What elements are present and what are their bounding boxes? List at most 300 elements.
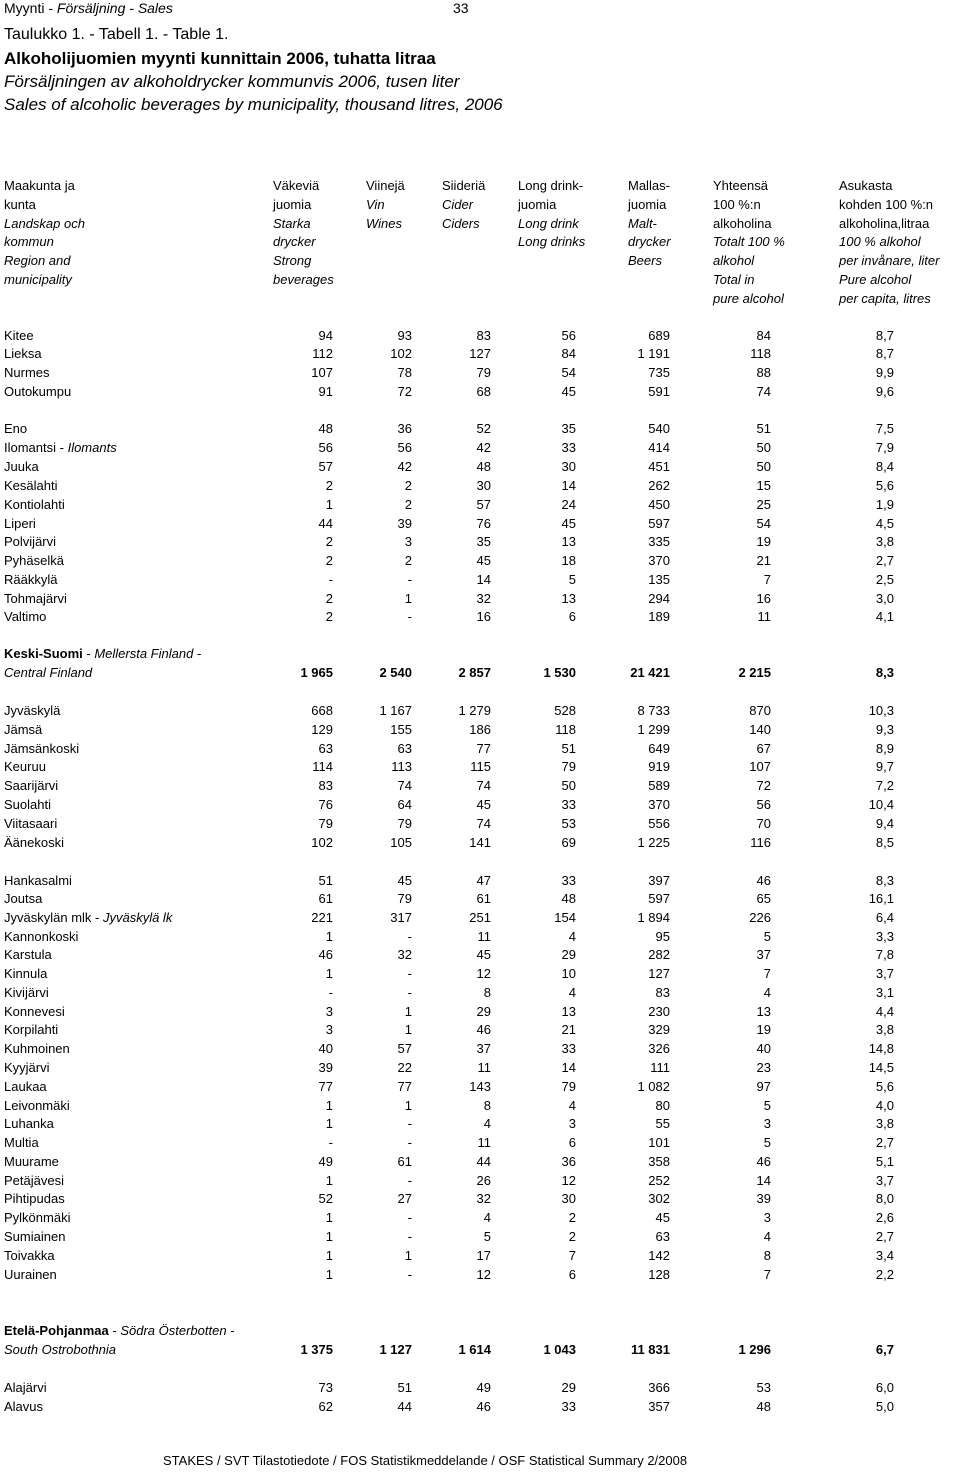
name-text: Nurmes bbox=[4, 365, 50, 380]
table-row bbox=[0, 965, 960, 983]
header-sv: Försäljning - bbox=[56, 0, 138, 16]
cell-value: 21 bbox=[756, 553, 771, 568]
municipality-name bbox=[4, 1247, 55, 1265]
cell-value: 589 bbox=[648, 778, 670, 793]
cell-value: 33 bbox=[561, 440, 576, 455]
column-header-line: kohden 100 %:n bbox=[839, 196, 933, 212]
name-text: Hankasalmi bbox=[4, 873, 72, 888]
column-header-line: Yhteensä bbox=[713, 178, 768, 193]
municipality-name bbox=[4, 590, 67, 608]
municipality-name bbox=[4, 702, 60, 720]
column-header-line: Pure alcohol bbox=[839, 271, 912, 287]
cell-value: - bbox=[407, 1267, 412, 1282]
cell-value: 14 bbox=[561, 1060, 576, 1075]
name-translation: Södra Österbotten - bbox=[120, 1323, 235, 1338]
page-number: 33 bbox=[453, 0, 469, 16]
column-header-line: Strong bbox=[273, 253, 312, 269]
column-header-line: Viinejä bbox=[366, 178, 405, 193]
cell-value: 1 894 bbox=[637, 910, 670, 925]
cell-value: 5 bbox=[483, 1229, 491, 1244]
cell-value: 14 bbox=[476, 572, 491, 587]
column-header-line: alkohol bbox=[713, 253, 755, 269]
table-row bbox=[0, 1003, 960, 1021]
cell-value: 221 bbox=[311, 910, 333, 925]
cell-value: 3 bbox=[763, 1210, 771, 1225]
column-header-line: drycker bbox=[273, 234, 316, 250]
cell-value: 2 bbox=[325, 591, 333, 606]
cell-value: - bbox=[407, 1229, 412, 1244]
municipality-name bbox=[4, 1021, 58, 1039]
cell-value: 70 bbox=[756, 816, 771, 831]
column-header-line: Long drink- bbox=[518, 178, 584, 193]
cell-value: 11 bbox=[477, 1060, 491, 1075]
cell-value: 46 bbox=[476, 1399, 491, 1414]
cell-value: 189 bbox=[648, 609, 670, 624]
cell-value: 49 bbox=[318, 1154, 333, 1169]
name-text: Kuhmoinen bbox=[4, 1041, 70, 1056]
cell-value: 13 bbox=[561, 591, 576, 606]
cell-value: 1 bbox=[325, 1173, 333, 1188]
name-text: Kinnula bbox=[4, 966, 48, 981]
cell-value: 39 bbox=[397, 516, 412, 531]
cell-value: 7,9 bbox=[875, 440, 894, 455]
cell-value: 735 bbox=[648, 365, 670, 380]
cell-value: 4 bbox=[763, 985, 771, 1000]
cell-value: 1 bbox=[404, 1022, 412, 1037]
cell-value: 591 bbox=[648, 384, 670, 399]
municipality-name bbox=[4, 1115, 54, 1133]
cell-value: 94 bbox=[318, 328, 333, 343]
cell-value: 649 bbox=[648, 741, 670, 756]
cell-value: 3,8 bbox=[875, 1116, 894, 1131]
cell-value: 8 bbox=[763, 1248, 771, 1263]
column-header-line: Total in bbox=[713, 271, 755, 287]
cell-value: 14,5 bbox=[868, 1060, 894, 1075]
cell-value: 79 bbox=[397, 816, 412, 831]
cell-value: 26 bbox=[476, 1173, 491, 1188]
cell-value: 12 bbox=[561, 1173, 576, 1188]
cell-value: 77 bbox=[318, 1079, 333, 1094]
table-row bbox=[0, 984, 960, 1002]
column-header-3 bbox=[366, 177, 405, 233]
cell-value: 93 bbox=[397, 328, 412, 343]
table-row bbox=[0, 1341, 960, 1359]
cell-value: 366 bbox=[648, 1380, 670, 1395]
cell-value: 2,7 bbox=[875, 1135, 894, 1150]
table-row bbox=[0, 1190, 960, 1208]
municipality-name bbox=[4, 909, 172, 927]
cell-value: 1 375 bbox=[300, 1342, 333, 1357]
name-text: Saarijärvi bbox=[4, 778, 59, 793]
cell-value: 13 bbox=[561, 1004, 576, 1019]
table-row bbox=[0, 815, 960, 833]
cell-value: 48 bbox=[756, 1399, 771, 1414]
table-row bbox=[0, 1247, 960, 1265]
cell-value: 37 bbox=[476, 1041, 491, 1056]
cell-value: 88 bbox=[756, 365, 771, 380]
cell-value: 3 bbox=[325, 1022, 333, 1037]
municipality-name bbox=[4, 834, 64, 852]
cell-value: 16 bbox=[756, 591, 771, 606]
table-row bbox=[0, 1172, 960, 1190]
cell-value: 2 bbox=[404, 553, 412, 568]
cell-value: 4,4 bbox=[875, 1004, 894, 1019]
cell-value: 6 bbox=[568, 1135, 576, 1150]
cell-value: 2,2 bbox=[875, 1267, 894, 1282]
municipality-name bbox=[4, 1190, 65, 1208]
cell-value: 2 bbox=[325, 609, 333, 624]
cell-value: 56 bbox=[756, 797, 771, 812]
name-text: Laukaa bbox=[4, 1079, 47, 1094]
cell-value: 7 bbox=[568, 1248, 576, 1263]
cell-value: 2 bbox=[568, 1229, 576, 1244]
cell-value: 3,7 bbox=[875, 1173, 894, 1188]
cell-value: 11 bbox=[477, 929, 491, 944]
cell-value: 78 bbox=[397, 365, 412, 380]
cell-value: 84 bbox=[561, 346, 576, 361]
cell-value: 2 bbox=[325, 534, 333, 549]
municipality-name bbox=[4, 890, 42, 908]
municipality-name bbox=[4, 420, 27, 438]
cell-value: 76 bbox=[318, 797, 333, 812]
name-text: Keski-Suomi bbox=[4, 646, 83, 661]
table-row bbox=[0, 909, 960, 927]
municipality-name bbox=[4, 383, 71, 401]
cell-value: 2,6 bbox=[875, 1210, 894, 1225]
column-header-line: Landskap och bbox=[4, 215, 85, 231]
cell-value: 74 bbox=[476, 778, 491, 793]
municipality-name bbox=[4, 1228, 65, 1246]
cell-value: 2 215 bbox=[738, 665, 771, 680]
cell-value: 51 bbox=[756, 421, 771, 436]
cell-value: 57 bbox=[318, 459, 333, 474]
name-text: Kitee bbox=[4, 328, 34, 343]
name-translation: Jyväskylä lk bbox=[102, 910, 173, 925]
cell-value: 155 bbox=[390, 722, 412, 737]
cell-value: 11 bbox=[757, 609, 771, 624]
column-header-line: per invånare, liter bbox=[839, 253, 940, 269]
cell-value: 32 bbox=[476, 1191, 491, 1206]
cell-value: 370 bbox=[648, 553, 670, 568]
cell-value: 83 bbox=[318, 778, 333, 793]
column-header-2 bbox=[273, 177, 334, 290]
cell-value: 53 bbox=[756, 1380, 771, 1395]
table-row bbox=[0, 533, 960, 551]
cell-value: 1 082 bbox=[637, 1079, 670, 1094]
cell-value: 107 bbox=[311, 365, 333, 380]
municipality-name bbox=[4, 458, 39, 476]
cell-value: 597 bbox=[648, 516, 670, 531]
cell-value: 2,7 bbox=[875, 553, 894, 568]
cell-value: 357 bbox=[648, 1399, 670, 1414]
table-row bbox=[0, 928, 960, 946]
cell-value: 22 bbox=[397, 1060, 412, 1075]
name-text: Jämsä bbox=[4, 722, 43, 737]
cell-value: 53 bbox=[561, 816, 576, 831]
cell-value: - bbox=[407, 985, 412, 1000]
cell-value: 49 bbox=[476, 1380, 491, 1395]
cell-value: 45 bbox=[476, 553, 491, 568]
cell-value: 45 bbox=[561, 384, 576, 399]
cell-value: 76 bbox=[476, 516, 491, 531]
cell-value: 3 bbox=[325, 1004, 333, 1019]
cell-value: 116 bbox=[750, 835, 771, 850]
region-row bbox=[0, 1322, 960, 1340]
name-text: Etelä-Pohjanmaa bbox=[4, 1323, 109, 1338]
cell-value: 1 bbox=[404, 591, 412, 606]
cell-value: 8 733 bbox=[637, 703, 670, 718]
column-header-6 bbox=[628, 177, 671, 271]
cell-value: 73 bbox=[318, 1380, 333, 1395]
cell-value: 9,6 bbox=[875, 384, 894, 399]
municipality-name bbox=[4, 1097, 70, 1115]
cell-value: 80 bbox=[655, 1098, 670, 1113]
cell-value: 91 bbox=[318, 384, 333, 399]
cell-value: 77 bbox=[397, 1079, 412, 1094]
name-text: Toivakka bbox=[4, 1248, 55, 1263]
cell-value: 4 bbox=[763, 1229, 771, 1244]
cell-value: 74 bbox=[756, 384, 771, 399]
municipality-name bbox=[4, 1398, 43, 1416]
name-text: Alavus bbox=[4, 1399, 44, 1414]
cell-value: 35 bbox=[561, 421, 576, 436]
cell-value: 47 bbox=[476, 873, 491, 888]
name-text: Liperi bbox=[4, 516, 36, 531]
column-header-line: Beers bbox=[628, 253, 662, 269]
cell-value: 48 bbox=[476, 459, 491, 474]
name-translation: Central Finland bbox=[4, 665, 93, 680]
name-text: Polvijärvi bbox=[4, 534, 57, 549]
cell-value: 45 bbox=[561, 516, 576, 531]
column-header-line: alkoholina,litraa bbox=[839, 215, 930, 231]
name-text: Petäjävesi bbox=[4, 1173, 64, 1188]
cell-value: 54 bbox=[561, 365, 576, 380]
table-row bbox=[0, 590, 960, 608]
cell-value: 140 bbox=[749, 722, 771, 737]
cell-value: 1 191 bbox=[637, 346, 670, 361]
cell-value: 36 bbox=[561, 1154, 576, 1169]
cell-value: 56 bbox=[318, 440, 333, 455]
header-fi: Myynti - bbox=[4, 0, 57, 16]
cell-value: 79 bbox=[561, 759, 576, 774]
municipality-name bbox=[4, 946, 52, 964]
name-text: Multia bbox=[4, 1135, 39, 1150]
cell-value: 5,6 bbox=[875, 478, 894, 493]
cell-value: 282 bbox=[648, 947, 670, 962]
cell-value: 302 bbox=[648, 1191, 670, 1206]
cell-value: 3,8 bbox=[875, 534, 894, 549]
cell-value: 9,3 bbox=[875, 722, 894, 737]
cell-value: 5,1 bbox=[875, 1154, 894, 1169]
cell-value: 2 857 bbox=[458, 665, 491, 680]
cell-value: 8,9 bbox=[875, 741, 894, 756]
name-text: Karstula bbox=[4, 947, 52, 962]
table-row bbox=[0, 872, 960, 890]
cell-value: 127 bbox=[648, 966, 670, 981]
cell-value: 64 bbox=[397, 797, 412, 812]
cell-value: 2 bbox=[325, 553, 333, 568]
name-separator: - bbox=[82, 646, 95, 661]
cell-value: 5 bbox=[568, 572, 576, 587]
municipality-name bbox=[4, 1153, 59, 1171]
cell-value: 33 bbox=[561, 797, 576, 812]
cell-value: 32 bbox=[397, 947, 412, 962]
column-header-line: kommun bbox=[4, 234, 54, 250]
cell-value: 1 bbox=[325, 497, 333, 512]
cell-value: 10,4 bbox=[868, 797, 894, 812]
name-text: Eno bbox=[4, 421, 28, 436]
municipality-name bbox=[4, 1040, 70, 1058]
cell-value: - bbox=[407, 572, 412, 587]
cell-value: 63 bbox=[318, 741, 333, 756]
cell-value: 25 bbox=[756, 497, 771, 512]
municipality-name bbox=[4, 721, 42, 739]
municipality-name bbox=[4, 965, 47, 983]
name-text: Joutsa bbox=[4, 891, 43, 906]
cell-value: 61 bbox=[318, 891, 333, 906]
cell-value: 294 bbox=[648, 591, 670, 606]
cell-value: 48 bbox=[561, 891, 576, 906]
table-row bbox=[0, 571, 960, 589]
cell-value: - bbox=[328, 985, 333, 1000]
table-row bbox=[0, 1209, 960, 1227]
cell-value: 97 bbox=[756, 1079, 771, 1094]
cell-value: 45 bbox=[476, 947, 491, 962]
municipality-name bbox=[4, 777, 58, 795]
cell-value: 7,5 bbox=[875, 421, 894, 436]
cell-value: 54 bbox=[756, 516, 771, 531]
cell-value: 40 bbox=[756, 1041, 771, 1056]
municipality-name bbox=[4, 928, 78, 946]
cell-value: 11 bbox=[477, 1135, 491, 1150]
cell-value: 2 bbox=[404, 497, 412, 512]
cell-value: 46 bbox=[476, 1022, 491, 1037]
cell-value: 33 bbox=[561, 873, 576, 888]
table-row bbox=[0, 1115, 960, 1133]
cell-value: 21 421 bbox=[630, 665, 670, 680]
table-row bbox=[0, 477, 960, 495]
cell-value: 7 bbox=[763, 572, 771, 587]
municipality-name bbox=[4, 1059, 50, 1077]
cell-value: 42 bbox=[397, 459, 412, 474]
cell-value: 9,9 bbox=[875, 365, 894, 380]
column-header-line: Region and bbox=[4, 253, 71, 269]
name-text: Korpilahti bbox=[4, 1022, 59, 1037]
municipality-name bbox=[4, 758, 46, 776]
municipality-name bbox=[4, 608, 46, 626]
cell-value: 17 bbox=[476, 1248, 491, 1263]
cell-value: 50 bbox=[756, 459, 771, 474]
cell-value: 61 bbox=[476, 891, 491, 906]
cell-value: 10,3 bbox=[868, 703, 894, 718]
cell-value: 63 bbox=[397, 741, 412, 756]
cell-value: 56 bbox=[561, 328, 576, 343]
cell-value: 6 bbox=[568, 1267, 576, 1282]
cell-value: 72 bbox=[397, 384, 412, 399]
cell-value: 7,8 bbox=[875, 947, 894, 962]
cell-value: 39 bbox=[318, 1060, 333, 1075]
cell-value: 1 bbox=[325, 1098, 333, 1113]
cell-value: 262 bbox=[648, 478, 670, 493]
table-row bbox=[0, 1153, 960, 1171]
cell-value: 451 bbox=[648, 459, 670, 474]
cell-value: - bbox=[407, 1210, 412, 1225]
cell-value: 142 bbox=[648, 1248, 670, 1263]
name-text: Rääkkylä bbox=[4, 572, 58, 587]
cell-value: 18 bbox=[561, 553, 576, 568]
table-row bbox=[0, 364, 960, 382]
cell-value: 2 540 bbox=[379, 665, 412, 680]
running-header bbox=[4, 0, 173, 16]
cell-value: 5,6 bbox=[875, 1079, 894, 1094]
table-title-sv: Försäljningen av alkoholdrycker kommunvis 2006, tusen liter bbox=[4, 72, 460, 91]
cell-value: 57 bbox=[476, 497, 491, 512]
cell-value: 29 bbox=[476, 1004, 491, 1019]
cell-value: 7 bbox=[763, 1267, 771, 1282]
column-header-8 bbox=[839, 177, 939, 309]
cell-value: 44 bbox=[476, 1154, 491, 1169]
cell-value: 102 bbox=[311, 835, 333, 850]
cell-value: 10 bbox=[561, 966, 576, 981]
cell-value: 597 bbox=[648, 891, 670, 906]
cell-value: 40 bbox=[318, 1041, 333, 1056]
cell-value: 16 bbox=[476, 609, 491, 624]
cell-value: - bbox=[407, 1135, 412, 1150]
column-header-line: municipality bbox=[4, 271, 72, 287]
municipality-name bbox=[4, 571, 57, 589]
municipality-name bbox=[4, 552, 64, 570]
table-row bbox=[0, 439, 960, 457]
table-row bbox=[0, 515, 960, 533]
table-reference: Taulukko 1. - Tabell 1. - Table 1. bbox=[4, 26, 229, 43]
cell-value: 65 bbox=[756, 891, 771, 906]
cell-value: 84 bbox=[756, 328, 771, 343]
table-row bbox=[0, 420, 960, 438]
name-separator: - bbox=[108, 1323, 121, 1338]
cell-value: 1 296 bbox=[738, 1342, 771, 1357]
cell-value: 1 043 bbox=[543, 1342, 576, 1357]
name-translation: Ilomants bbox=[67, 440, 117, 455]
table-row bbox=[0, 702, 960, 720]
header-en: Sales bbox=[137, 0, 173, 16]
cell-value: 5 bbox=[763, 1098, 771, 1113]
cell-value: 3 bbox=[763, 1116, 771, 1131]
cell-value: 51 bbox=[397, 1380, 412, 1395]
cell-value: 1 614 bbox=[458, 1342, 491, 1357]
cell-value: 46 bbox=[756, 873, 771, 888]
cell-value: 8 bbox=[483, 985, 491, 1000]
table-row bbox=[0, 608, 960, 626]
table-row bbox=[0, 834, 960, 852]
name-text: Jämsänkoski bbox=[4, 741, 80, 756]
cell-value: 42 bbox=[476, 440, 491, 455]
cell-value: 102 bbox=[390, 346, 412, 361]
cell-value: 111 bbox=[650, 1060, 670, 1075]
cell-value: 52 bbox=[318, 1191, 333, 1206]
cell-value: 50 bbox=[561, 778, 576, 793]
cell-value: 44 bbox=[318, 516, 333, 531]
cell-value: 8 bbox=[483, 1098, 491, 1113]
table-row bbox=[0, 1134, 960, 1152]
name-translation: Mellersta Finland - bbox=[94, 646, 202, 661]
name-text: Äänekoski bbox=[4, 835, 64, 850]
name-text: Sumiainen bbox=[4, 1229, 66, 1244]
cell-value: 8,0 bbox=[875, 1191, 894, 1206]
column-header-line: Maakunta ja bbox=[4, 178, 75, 193]
name-text: Pyhäselkä bbox=[4, 553, 64, 568]
cell-value: 3 bbox=[404, 534, 412, 549]
table-row bbox=[0, 740, 960, 758]
